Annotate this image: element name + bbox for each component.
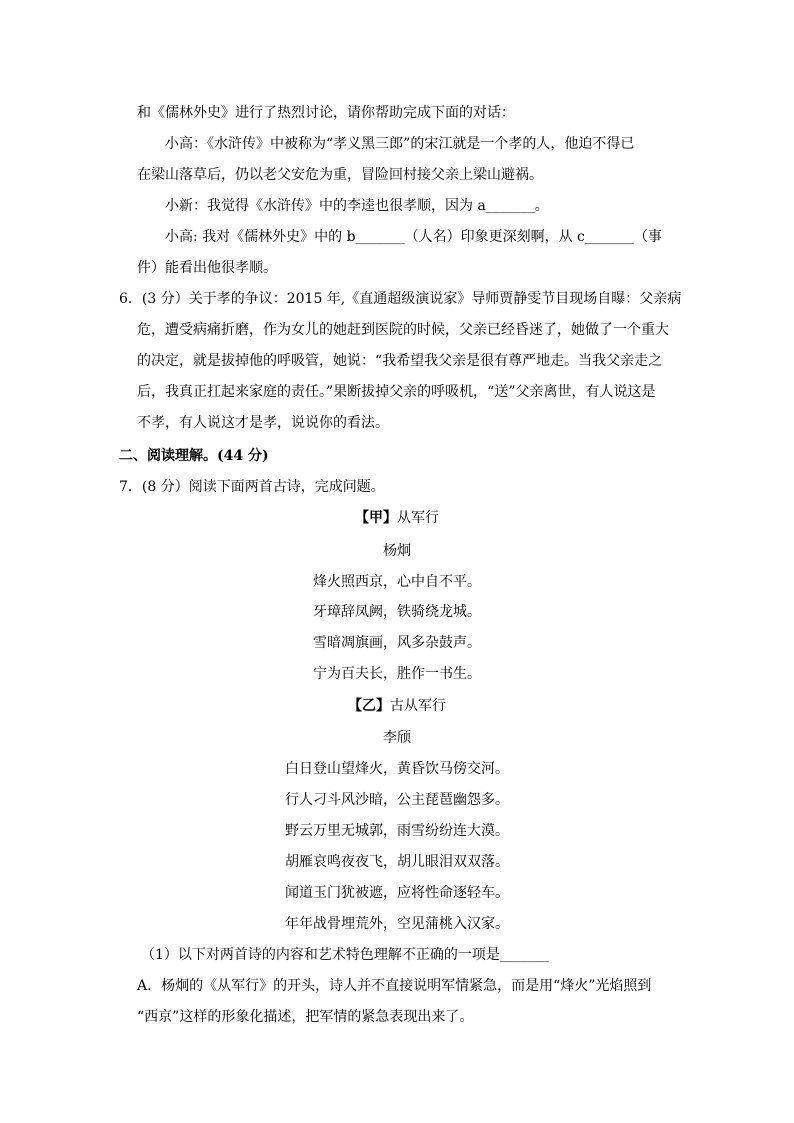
poem-a-tag: 【甲】 — [355, 510, 397, 526]
poem-b-line: 行人刁斗风沙暗，公主琵琶幽怨多。 — [285, 792, 509, 808]
poem-b-line: 年年战骨埋荒外，空见蒲桃入汉家。 — [285, 916, 509, 932]
poem-b-line: 闻道玉门犹被遮，应将性命逐轻车。 — [285, 885, 509, 901]
q7-1-option-a-line-1: A．杨炯的《从军行》的开头，诗人并不直接说明军情紧急，而是用“烽火”光焰照到 — [137, 978, 652, 994]
q7-intro: 7．(8 分）阅读下面两首古诗，完成问题。 — [119, 479, 385, 495]
q5-line-3: 在梁山落草后，仍以老父安危为重，冒险回村接父亲上梁山避祸。 — [137, 167, 543, 183]
poem-a-line: 牙璋辞凤阙，铁骑绕龙城。 — [313, 604, 481, 620]
q5-line-5: 小高: 我对《儒林外史》中的 b_______（人名）印象更深刻啊，从 c_______（事 — [165, 229, 662, 245]
section-heading: 二、阅读理解。(44 分) — [119, 448, 269, 464]
poem-a-line: 烽火照西京，心中自不平。 — [313, 574, 481, 590]
q6-line-4: 后，我真正扛起来家庭的责任。”果断拔掉父亲的呼吸机，“送”父亲离世，有人说这是 — [137, 384, 656, 400]
q5-line-1: 和《儒林外史》进行了热烈讨论，请你帮助完成下面的对话： — [137, 105, 515, 121]
q7-1-stem: （1）以下对两首诗的内容和艺术特色理解不正确的一项是_______ — [141, 947, 549, 963]
poem-b-line: 胡雁哀鸣夜夜飞，胡儿眼泪双双落。 — [285, 854, 509, 870]
q6-line-2: 危，遭受病痛折磨，作为女儿的她赶到医院的时候，父亲已经昏迷了，她做了一个重大 — [137, 322, 669, 338]
poem-a-line: 雪暗凋旗画，风多杂鼓声。 — [313, 635, 481, 651]
poem-b-author: 李颀 — [383, 730, 411, 746]
poem-b-line: 野云万里无城郭，雨雪纷纷连大漠。 — [285, 823, 509, 839]
poem-a-line: 宁为百夫长，胜作一书生。 — [313, 666, 481, 682]
poem-b-tag: 【乙】 — [348, 698, 390, 714]
q5-line-4: 小新：我觉得《水浒传》中的李逵也很孝顺，因为 a_______。 — [165, 198, 549, 214]
q6-line-3: 的决定，就是拔掉他的呼吸管，她说：“我希望我父亲是很有尊严地走。当我父亲走之 — [137, 353, 663, 369]
poem-a-title-text: 从军行 — [397, 510, 439, 526]
poem-b-title — [0, 696, 794, 716]
q5-line-6: 件）能看出他很孝顺。 — [137, 260, 277, 276]
poem-a-author: 杨炯 — [383, 543, 411, 559]
q6-line-5: 不孝，有人说这才是孝，说说你的看法。 — [137, 415, 389, 431]
poem-b-title-text: 古从军行 — [390, 698, 446, 714]
poem-b-line: 白日登山望烽火，黄昏饮马傍交河。 — [285, 761, 509, 777]
q7-1-option-a-line-2: “西京”这样的形象化描述，把军情的紧急表现出来了。 — [137, 1009, 474, 1025]
q6-line-1: 6．(3 分）关于孝的争议：2015 年,《直通超级演说家》导师贾静雯节目现场自曝：父亲病 — [119, 291, 682, 307]
q5-line-2: 小高：《水浒传》中被称为“孝义黑三郎”的宋江就是一个孝的人，他迫不得已 — [165, 136, 635, 152]
poem-a-title — [0, 508, 794, 528]
